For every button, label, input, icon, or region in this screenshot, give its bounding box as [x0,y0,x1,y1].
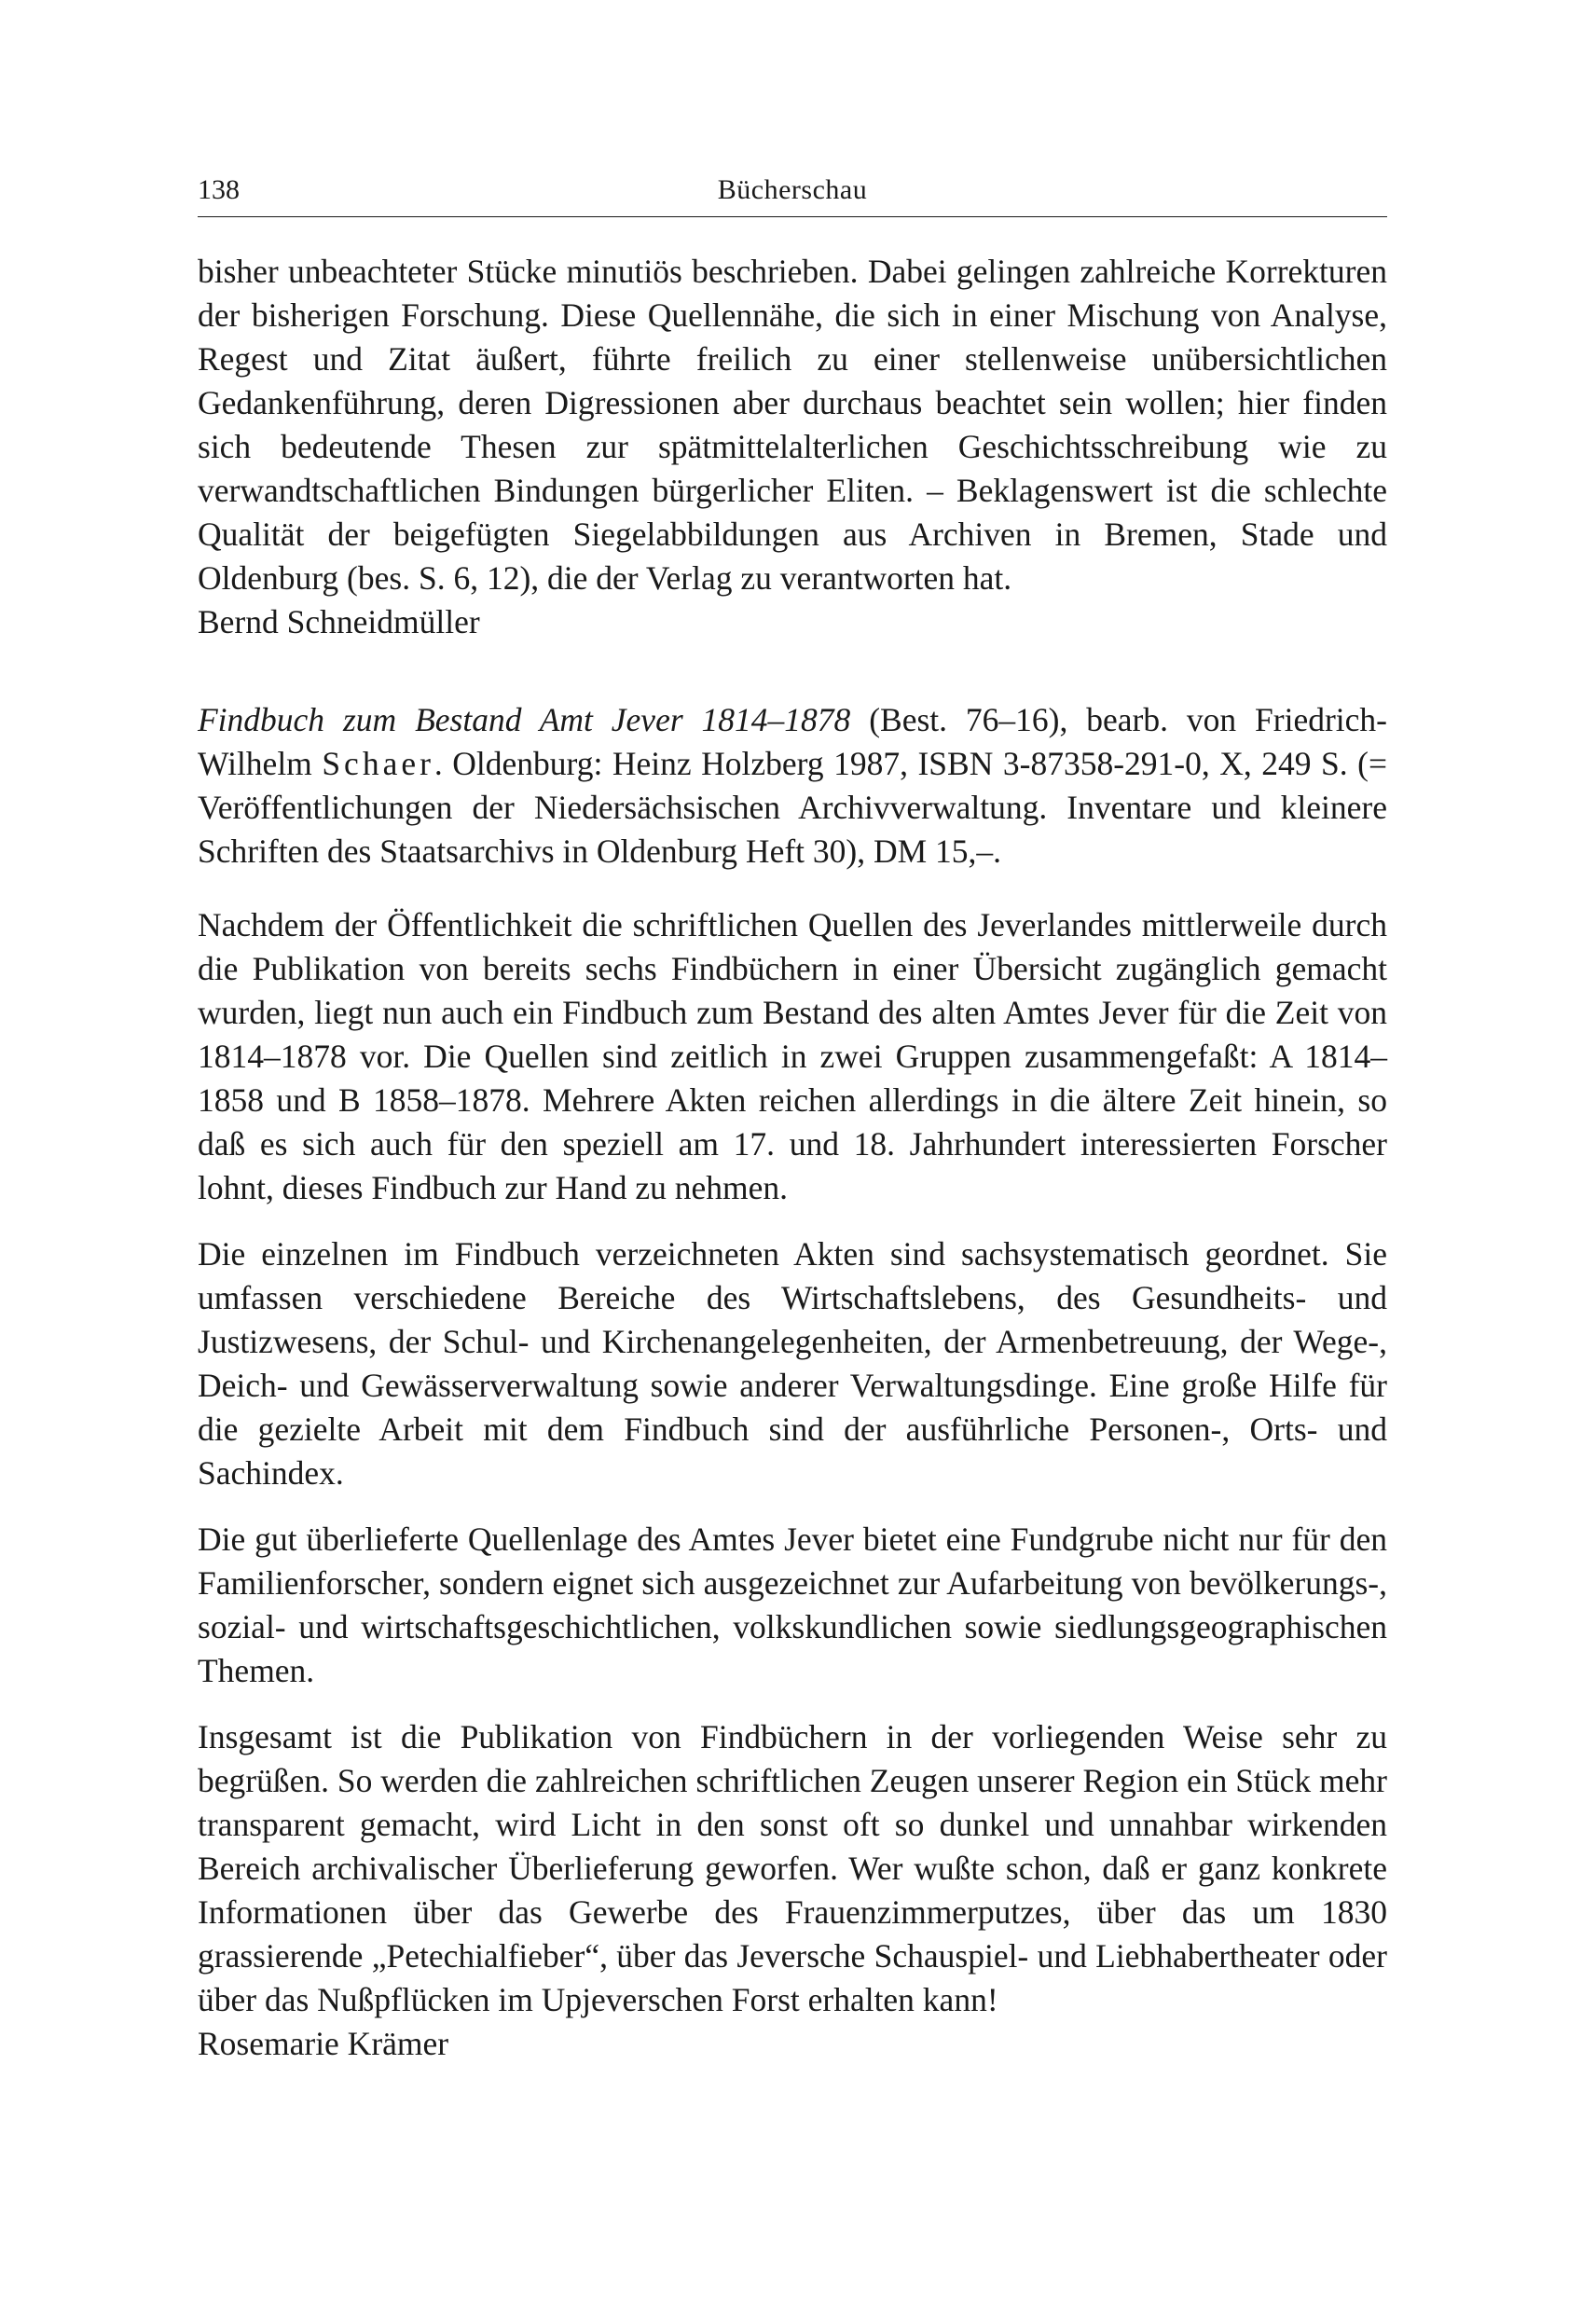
page-number: 138 [198,174,240,205]
review-2-paragraph-1: Nachdem der Öffentlichkeit die schriftlichen Quellen des Jeverlandes mittlerweile durch die Publikation von bereits sechs Findbüchern in einer Übersicht zugänglich gemacht wurden, liegt nun auch ein Findbuch zum Bestand des alten Amtes Jever für die Zeit von 1814–1878 vor. Die Quellen sind zeitlich in zwei Gruppen zusammengefaßt: A 1814–1858 und B 1858–1878. Mehrere Akten reichen allerdings in die ältere Zeit hinein, so daß es sich auch für den speziell am 17. und 18. Jahrhundert interessierten Forscher lohnt, dieses Findbuch zur Hand zu nehmen. [198,906,1387,1206]
review-2-paragraph-2: Die einzelnen im Findbuch verzeichneten Akten sind sachsystematisch geordnet. Sie umfassen verschiedene Bereiche des Wirtschaftslebens, des Gesundheits- und Justizwesens, der Schul- und Kirchenangelegenheiten, der Armenbetreuung, der Wege-, Deich- und Gewässerverwaltung sowie anderer Verwaltungsdinge. Eine große Hilfe für die gezielte Arbeit mit dem Findbuch sind der ausführliche Personen-, Orts- und Sachindex. [198,1235,1387,1492]
review-2-paragraph-4: Insgesamt ist die Publikation von Findbüchern in der vorliegenden Weise sehr zu begrüßen. So werden die zahlreichen schriftlichen Zeugen unserer Region ein Stück mehr transparent gemacht, wird Licht in den sonst oft so dunkel und unnahbar wirkenden Bereich archivalischer Überlieferung geworfen. Wer wußte schon, daß er ganz konkrete Informationen über das Gewerbe des Frauenzimmerputzes, über das um 1830 grassierende „Petechialfieber“, über das Jeversche Schauspiel- und Liebhabertheater oder über das Nußpflücken im Upjeverschen Forst erhalten kann! [198,1718,1387,2018]
review-1-reviewer: Bernd Schneidmüller [198,603,480,640]
book-title: Findbuch zum Bestand Amt Jever 1814–1878 [198,701,851,738]
review-2-bibliographic-entry [198,698,1387,874]
running-head [198,172,1387,217]
review-1-continuation: bisher unbeachteter Stücke minutiös beschrieben. Dabei gelingen zahlreiche Korrekturen der bisherigen Forschung. Diese Quellennähe, die sich in einer Mischung von Analyse, Regest und Zitat äußert, führte freilich zu einer stellenweise unübersichtlichen Gedankenführung, deren Digressionen aber durchaus beachtet sein wollen; hier finden sich bedeutende Thesen zur spätmittelalterlichen Geschichtsschreibung wie zu verwandtschaftlichen Bindungen bürgerlicher Eliten. – Beklagenswert ist die schlechte Qualität der beigefügten Siegelabbildungen aus Archiven in Bremen, Stade und Oldenburg (bes. S. 6, 12), die der Verlag zu verantworten hat. [198,253,1387,597]
citation-part-2: . Oldenburg: Heinz Holzberg 1987, ISBN 3-87358-291-0, X, 249 S. (= Veröffentlichungen der Niedersächsischen Archivverwaltung. Inventare und kleinere Schriften des Staatsarchivs in Oldenburg Heft 30), DM 15,–. [198,745,1387,870]
review-2-paragraph-3: Die gut überlieferte Quellenlage des Amtes Jever bietet eine Fundgrube nicht nur für den Familienforscher, sondern eignet sich ausgezeichnet zur Aufarbeitung von bevölkerungs-, sozial- und wirtschaftsgeschichtlichen, volkskundlichen sowie siedlungsgeographischen Themen. [198,1521,1387,1689]
editor-surname: Schaer [322,745,434,782]
citation-part-1: (Best. 76–16), bearb. von Friedrich-Wilhelm [198,701,1387,782]
body-text [198,250,1387,2066]
review-2-reviewer: Rosemarie Krämer [198,2025,449,2062]
section-title: Bücherschau [717,174,868,205]
